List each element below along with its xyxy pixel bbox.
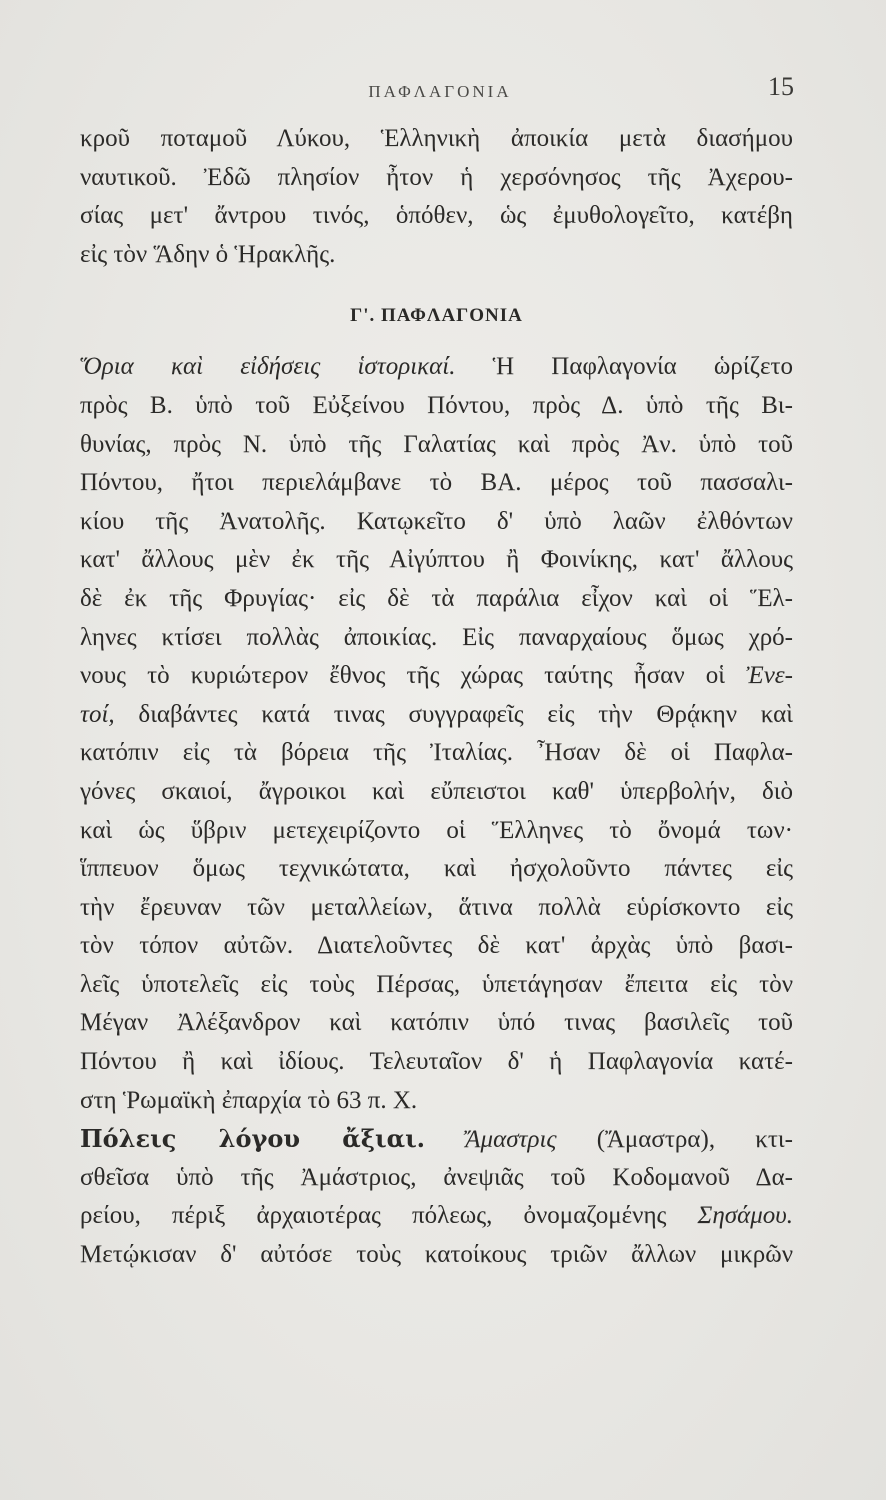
sesamos-italic: Σησάμου. (697, 1202, 793, 1230)
section-line: ληνες κτίσει πολλὰς ἀποικίας. Εἰς παναρχαίους ὅμως χρό- (80, 623, 793, 651)
section-line: λεῖς ὑποτελεῖς εἰς τοὺς Πέρσας, ὑπετάγησαν ἔπειτα εἰς τὸν (80, 970, 793, 998)
section-heading: Γ'. ΠΑΦΛΑΓΟΝΙΑ (350, 305, 523, 327)
intro-line: εἰς τὸν Ἅδην ὁ Ἡρακλῆς. (80, 240, 336, 268)
subheading-italic: Ὅρια καὶ εἰδήσεις ἱστορικαί. (80, 353, 456, 381)
section-first-line (80, 348, 793, 387)
section-line: Πόντου, ἤτοι περιελάμβανε τὸ ΒΑ. μέρος τοῦ πασσαλι- (80, 469, 793, 497)
running-head-title: ΠΑΦΛΑΓΟΝΙΑ (368, 82, 512, 101)
cities-line (80, 1197, 793, 1236)
intro-line: σίας μετ' ἄντρου τινός, ὁπόθεν, ὡς ἐμυθολογεῖτο, κατέβη (80, 202, 793, 230)
section-line: δὲ ἐκ τῆς Φρυγίας· εἰς δὲ τὰ παράλια εἶχον καὶ οἱ Ἕλ- (80, 584, 793, 612)
section-last-line: στη Ῥωμαϊκὴ ἐπαρχία τὸ 63 π. Χ. (80, 1086, 418, 1114)
section-line: τὴν ἔρευναν τῶν μεταλλείων, ἅτινα πολλὰ εὑρίσκοντο εἰς (80, 893, 793, 921)
section-line: κίου τῆς Ἀνατολῆς. Κατῳκεῖτο δ' ὑπὸ λαῶν ἐλθόντων (80, 507, 793, 535)
amastris-italic: Ἄμαστρις (425, 1126, 557, 1154)
section-line (80, 657, 793, 696)
cities-first-line (80, 1120, 793, 1159)
page-number: 15 (768, 72, 794, 101)
cities-line: Μετῴκισαν δ' αὐτόσε τοὺς κατοίκους τριῶν ἄλλων μικρῶν (80, 1241, 793, 1269)
intro-line: ναυτικοῦ. Ἐδῶ πλησίον ἦτον ἡ χερσόνησος τῆς Ἀχερου- (80, 163, 793, 191)
eneti-cont-text: διαβάντες κατά τινας συγγραφεῖς εἰς τὴν Θρᾴκην καὶ (114, 700, 793, 728)
section-line: τὸν τόπον αὐτῶν. Διατελοῦντες δὲ κατ' ἀρχὰς ὑπὸ βασι- (80, 932, 793, 960)
cities-lead-bold: Πόλεις λόγου ἄξιαι. (80, 1124, 426, 1154)
section-line: κατόπιν εἰς τὰ βόρεια τῆς Ἰταλίας. Ἦσαν δὲ οἱ Παφλα- (80, 739, 793, 767)
section-line: Πόντου ἢ καὶ ἰδίους. Τελευταῖον δ' ἡ Παφλαγονία κατέ- (80, 1048, 793, 1076)
cities-line: σθεῖσα ὑπὸ τῆς Ἀμάστριος, ἀνεψιᾶς τοῦ Κοδομανοῦ Δα- (80, 1163, 793, 1191)
section-line: Μέγαν Ἀλέξανδρον καὶ κατόπιν ὑπό τινας βασιλεῖς τοῦ (80, 1009, 793, 1037)
section-line: πρὸς Β. ὑπὸ τοῦ Εὐξείνου Πόντου, πρὸς Δ. ὑπὸ τῆς Βι- (80, 391, 793, 419)
intro-line: κροῦ ποταμοῦ Λύκου, Ἑλληνικὴ ἀποικία μετὰ διασήμου (80, 125, 793, 152)
section-line: θυνίας, πρὸς Ν. ὑπὸ τῆς Γαλατίας καὶ πρὸς Ἀν. ὑπὸ τοῦ (80, 430, 793, 458)
section-line: καὶ ὡς ὕβριν μετεχειρίζοντο οἱ Ἕλληνες τὸ ὄνομά των· (80, 816, 793, 844)
eneti-italic-cont: τοί, (80, 700, 115, 728)
section-first-line-rest: Ἡ Παφλαγονία ὡρίζετο (455, 353, 793, 381)
section-line (80, 696, 793, 735)
cities-lead-rest: (Ἄμαστρα), κτι- (556, 1126, 793, 1154)
eneti-line-text: νους τὸ κυριώτερον ἔθνος τῆς χώρας ταύτης ἦσαν οἱ (80, 662, 746, 690)
section-line: γόνες σκαιοί, ἄγροικοι καὶ εὔπειστοι καθ' ὑπερβολήν, διὸ (80, 777, 793, 805)
cities-line-text: ρείου, πέριξ ἀρχαιοτέρας πόλεως, ὀνομαζομένης (80, 1202, 698, 1230)
section-line: ἵππευον ὅμως τεχνικώτατα, καὶ ἠσχολοῦντο πάντες εἰς (80, 855, 793, 883)
body-text (80, 120, 793, 1275)
section-line: κατ' ἄλλους μὲν ἐκ τῆς Αἰγύπτου ἢ Φοινίκης, κατ' ἄλλους (80, 546, 793, 574)
eneti-italic: Ἐνε- (746, 662, 793, 690)
